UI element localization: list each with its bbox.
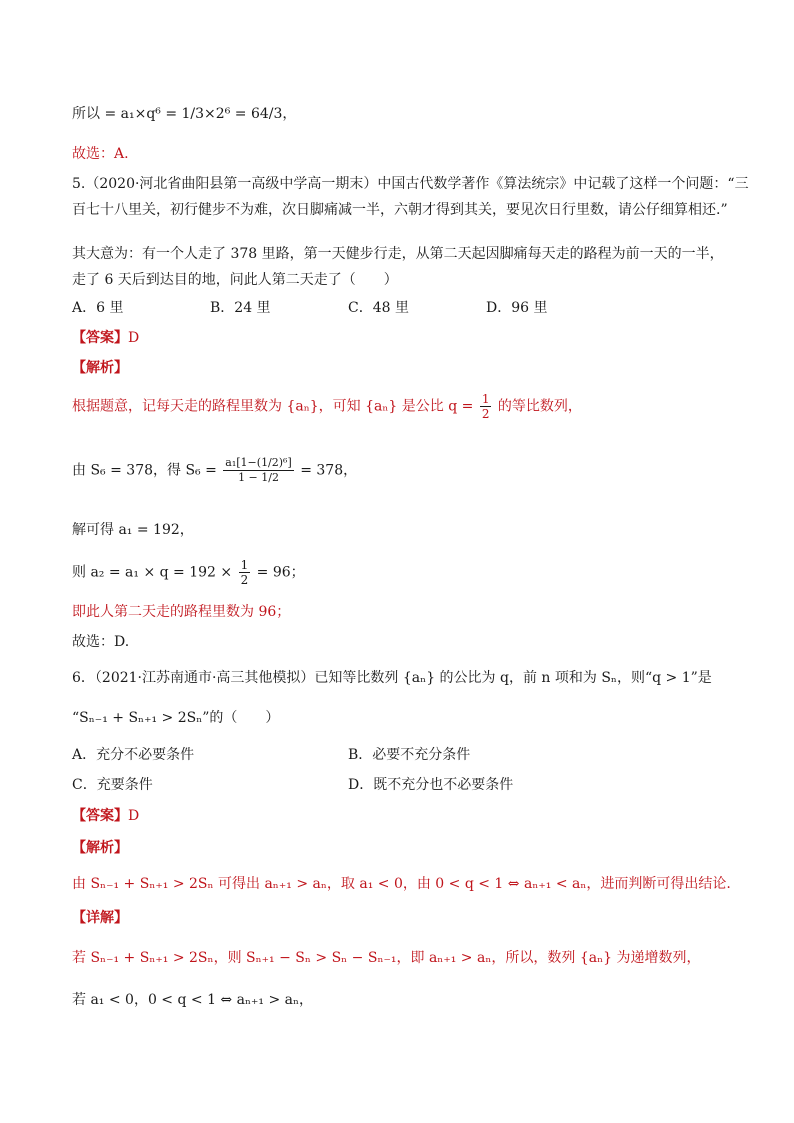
q6-detail-label: 【详解】	[72, 910, 128, 926]
prev-a7-formula: = a₁×q⁶ = 1/3×2⁶ = 64/3，	[100, 106, 297, 122]
fraction-s6	[223, 456, 293, 485]
half-num: 1	[481, 392, 490, 406]
q5-solution-line-1	[72, 392, 734, 421]
q5-sol-2a: 由 S₆ = 378，得 S₆ =	[72, 462, 222, 479]
q6-option-a: A．充分不必要条件	[72, 747, 195, 763]
q6-detail-line-2: 若 a₁ < 0，0 < q < 1 ⇔ aₙ₊₁ > aₙ，	[72, 992, 314, 1008]
half-den: 2	[481, 407, 490, 421]
q5-option-c: C．48 里	[348, 300, 409, 316]
q5-answer-line	[72, 328, 734, 348]
q6-stem-line-1: 6．（2021·江苏南通市·高三其他模拟）已知等比数列 {aₙ} 的公比为 q，前 n 项和为 Sₙ，则“q > 1”是	[72, 670, 712, 686]
q6-detail-line-1: 若 Sₙ₋₁ + Sₙ₊₁ > 2Sₙ，则 Sₙ₊₁ − Sₙ > Sₙ − Sₙ₋₁，即 aₙ₊₁ > aₙ，所以，数列 {aₙ} 为递增数列，	[72, 950, 701, 966]
fraction-half	[480, 392, 492, 421]
half2-num: 1	[240, 558, 249, 572]
q5-solution-line-3: 解可得 a₁ = 192，	[72, 522, 194, 538]
q5-solution-line-4	[72, 558, 734, 587]
s6-den: 1 − 1/2	[238, 471, 279, 484]
q5-sol-1b: 的等比数列，	[493, 398, 582, 415]
prev-a7-prefix: 所以	[72, 106, 100, 122]
q5-solution-line-5: 即此人第二天走的路程里数为 96；	[72, 604, 291, 620]
q5-stem-line-1: 5.（2020·河北省曲阳县第一高级中学高一期末）中国古代数学著作《算法统宗》中记载了这样一个问题：“三	[72, 176, 749, 192]
q5-stem-line-2: 百七十八里关，初行健步不为难，次日脚痛减一半，六朝才得到其关，要见次日行里数，请公仔细算相还.”	[72, 202, 728, 218]
q6-analysis-tag	[72, 838, 734, 858]
prev-answer-line: 故选：A.	[72, 146, 129, 162]
prev-a7-line	[72, 104, 734, 124]
q5-answer-tag: 【答案】	[72, 330, 128, 346]
q5-sol-2b: = 378，	[295, 462, 358, 479]
q5-answer-value: D	[128, 330, 140, 346]
q5-sol-4a: 则 a₂ = a₁ × q = 192 ×	[72, 564, 237, 581]
q6-detail-tag	[72, 908, 734, 928]
q6-analysis-text: 由 Sₙ₋₁ + Sₙ₊₁ > 2Sₙ 可得出 aₙ₊₁ > aₙ，取 a₁ < 0，由 0 < q < 1 ⇔ aₙ₊₁ < aₙ，进而判断可得出结论.	[72, 876, 731, 892]
q5-option-d: D．96 里	[486, 300, 548, 316]
q5-stem-line-3: 其大意为：有一个人走了 378 里路，第一天健步行走，从第二天起因脚痛每天走的路程为前一天的一半，	[72, 246, 724, 262]
q6-answer-value: D	[128, 808, 140, 824]
half2-den: 2	[240, 573, 249, 587]
s6-num: a₁[1−(1/2)⁶]	[225, 456, 292, 469]
q6-answer-line	[72, 806, 734, 826]
q5-solution-line-2	[72, 456, 734, 485]
q6-option-d: D．既不充分也不必要条件	[348, 777, 514, 793]
q5-stem-line-4: 走了 6 天后到达目的地，问此人第二天走了（ ）	[72, 272, 398, 288]
fraction-half-2	[239, 558, 251, 587]
q6-answer-tag: 【答案】	[72, 808, 128, 824]
q5-analysis-label: 【解析】	[72, 360, 128, 376]
q5-sol-4b: = 96；	[252, 564, 305, 581]
q6-option-c: C．充要条件	[72, 777, 153, 793]
q5-sol-1a: 根据题意，记每天走的路程里数为 {aₙ}，可知 {aₙ} 是公比 q =	[72, 398, 478, 415]
q5-option-b: B．24 里	[210, 300, 271, 316]
q5-analysis-tag	[72, 358, 734, 378]
q6-analysis-label: 【解析】	[72, 840, 128, 856]
q5-solution-line-6: 故选：D.	[72, 634, 130, 650]
q6-option-b: B．必要不充分条件	[348, 747, 471, 763]
q6-stem-line-2: “Sₙ₋₁ + Sₙ₊₁ > 2Sₙ”的（ ）	[72, 710, 280, 726]
q5-option-a: A．6 里	[72, 300, 124, 316]
